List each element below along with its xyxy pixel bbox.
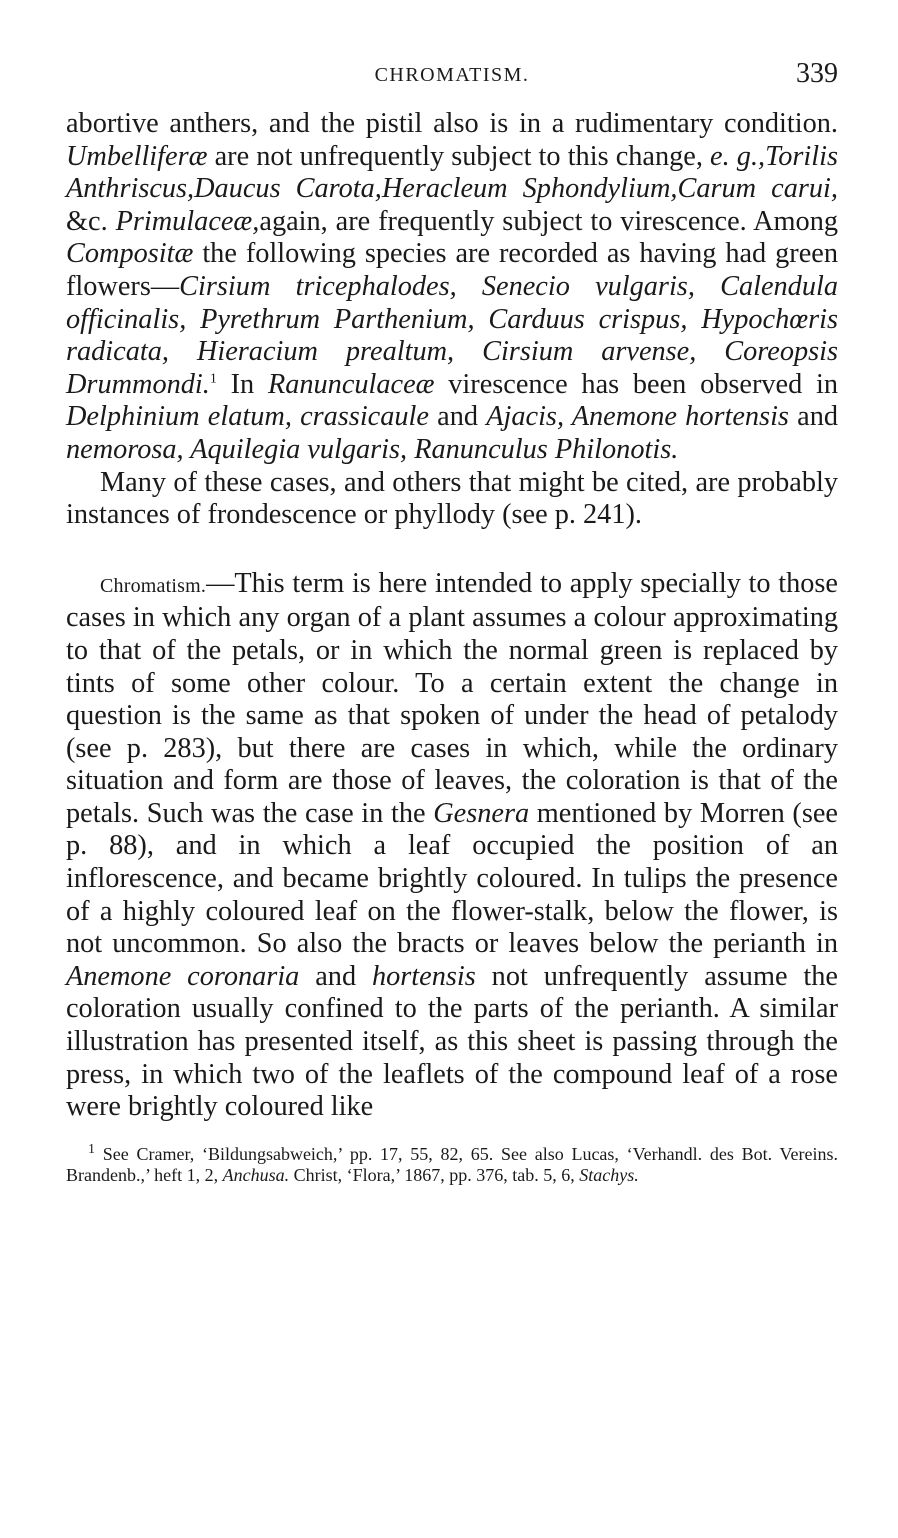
taxon-name: Umbelliferæ (66, 140, 208, 172)
text-run: and (299, 960, 372, 992)
paragraph-virescence (66, 108, 838, 467)
running-title: CHROMATISM. (374, 64, 530, 86)
text-run: are not unfrequently subject to this change, (207, 140, 711, 172)
text-run: abortive anthers, and the pistil also is in a rudimentary condition. (66, 108, 838, 139)
footnote-mark: 1 (88, 1141, 95, 1157)
footnote (66, 1141, 838, 1186)
footnote-ref: 1 (209, 371, 217, 387)
book-page (66, 56, 838, 1204)
text-run: Christ, ‘Flora,’ 1867, pp. 376, tab. 5, 6, (289, 1164, 580, 1185)
taxon-name: hortensis (372, 960, 476, 992)
taxon-name: Primulaceæ, (115, 205, 260, 237)
text-run: and (788, 401, 838, 433)
paragraph-frondescence: Many of these cases, and others that might be cited, are probably instances of frondescence or phyllody (see p. 241). (66, 466, 838, 531)
taxon-name: Stachys. (579, 1164, 639, 1185)
text-run: mentioned by Morren (see p. 88), and in which a leaf occupied the position of an inflorescence, and became brightly coloured. In tulips the presence of a highly coloured leaf on the flower-stalk, below the flower, is not uncommon. So also the bracts or leaves below the perianth in (66, 797, 838, 960)
running-head (66, 56, 838, 96)
taxon-list: nemorosa, Aquilegia vulgaris, Ranunculus Philonotis. (66, 433, 679, 465)
section-heading: Chromatism. (100, 574, 207, 597)
page-number: 339 (796, 58, 838, 89)
taxon-name: Anchusa. (222, 1164, 290, 1185)
paragraph-chromatism (66, 568, 838, 1124)
text-run: again, are frequently subject to virescence. Among (259, 205, 838, 237)
text-run: In (216, 368, 268, 400)
taxon-name: Gesnera (433, 797, 530, 829)
taxon-list: Cirsium tricephalodes, Senecio vulgaris, Calendula officinalis, Pyrethrum Parthenium, Carduus crispus, Hypochœris radicata, Hieracium prealtum, Cirsium arvense, Coreopsis Drummondi. (66, 270, 838, 400)
text-run: and (428, 401, 487, 433)
taxon-list: Delphinium elatum, crassicaule (66, 401, 429, 433)
text-run: &c. (66, 205, 116, 237)
taxon-name: Ranunculaceæ (267, 368, 435, 400)
taxon-list: Ajacis, Anemone hortensis (486, 401, 789, 433)
taxon-name: Anemone coronaria (66, 960, 300, 992)
text-run: not unfrequently assume the coloration usually confined to the parts of the perianth. A similar illustration has presented itself, as this sheet is passing through the press, in which two of the leaflets of the compound leaf of a rose were brightly coloured like (66, 960, 838, 1123)
text-run: virescence has been observed in (434, 368, 838, 400)
text-run: the following species are recorded as having had green flowers— (66, 238, 838, 302)
text-run: See Cramer, ‘Bildungsabweich,’ pp. 17, 55, 82, 65. See also Lucas, ‘Verhandl. des Bot. Vereins. Brandenb.,’ heft 1, 2, (66, 1143, 838, 1185)
taxon-name: Compositæ (66, 238, 194, 270)
text-run: —This term is here intended to apply specially to those cases in which any organ of a plant assumes a colour approximating to that of the petals, or in which the normal green is replaced by tints of some other colour. To a certain extent the change in question is the same as that spoken of under the head of petalody (see p. 283), but there are cases in which, while the ordinary situation and form are those of leaves, the coloration is that of the petals. Such was the case in the (66, 567, 838, 829)
taxon-list: e. g.,Torilis Anthriscus,Daucus Carota,Heracleum Sphondylium,Carum carui, (66, 140, 839, 205)
